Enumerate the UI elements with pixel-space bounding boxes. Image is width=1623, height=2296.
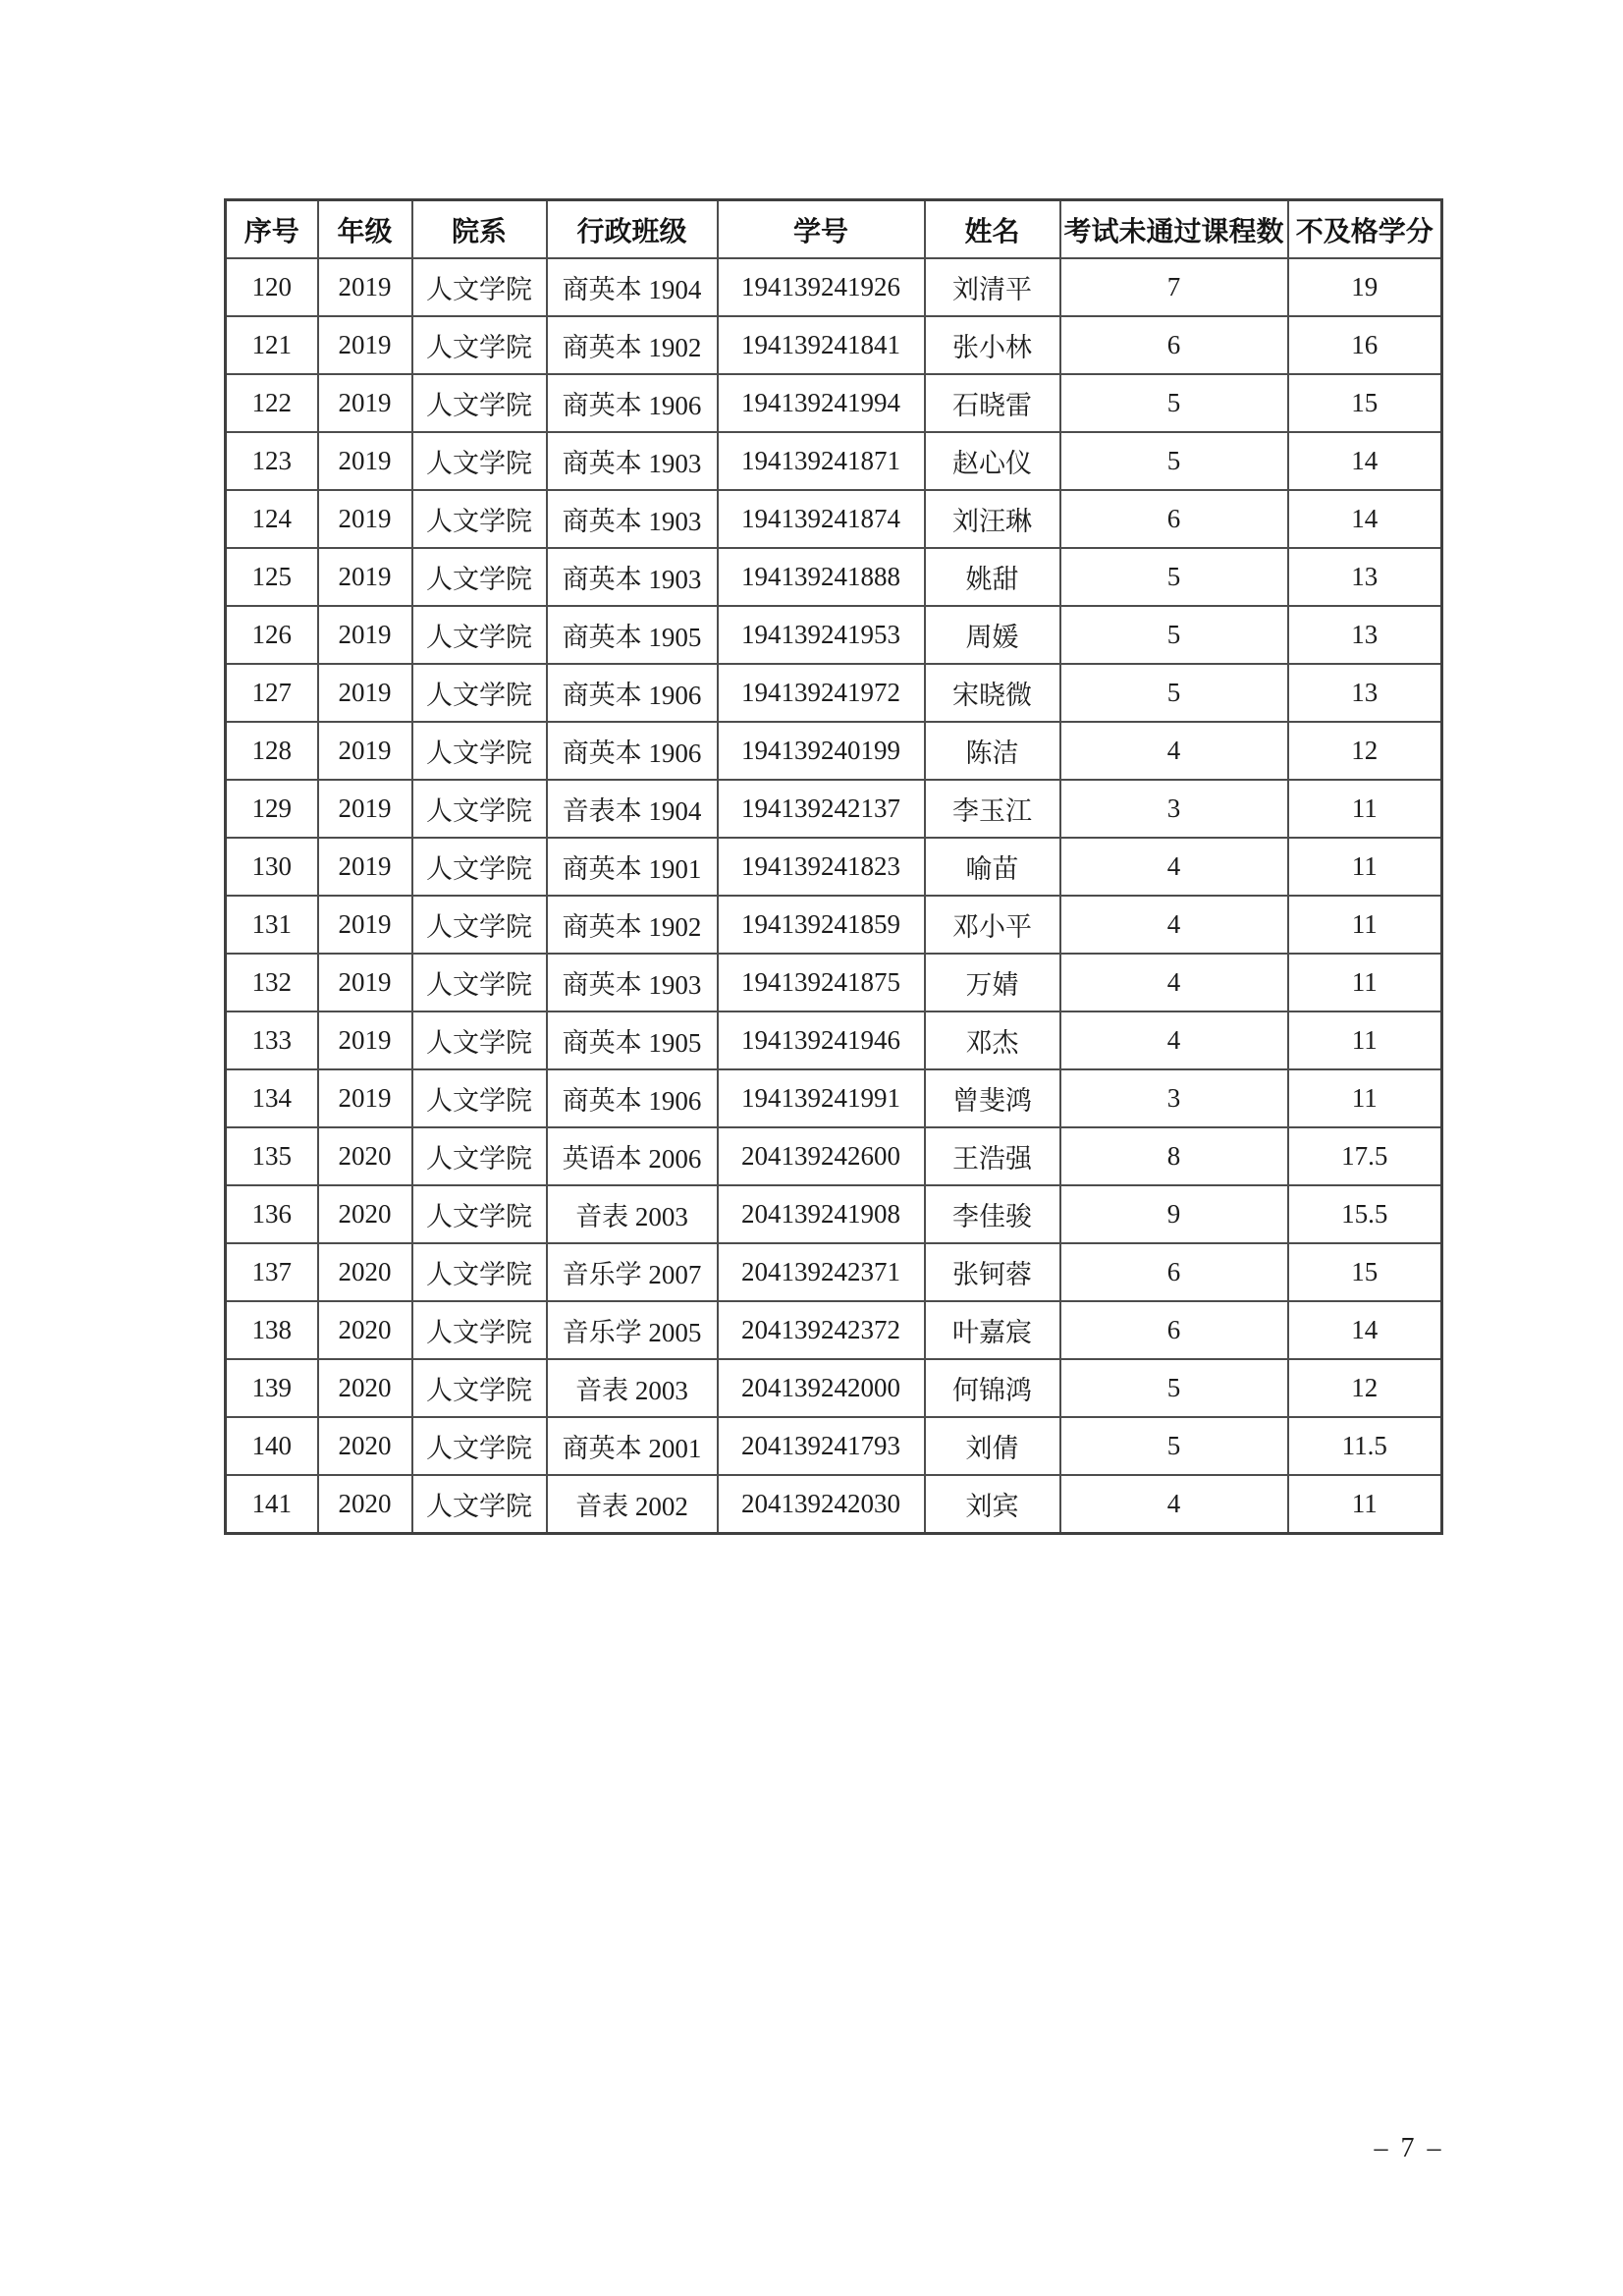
table-cell: 2019 [318,548,412,606]
table-cell: 人文学院 [412,432,547,490]
table-cell: 人文学院 [412,1185,547,1243]
page-number: – 7 – [1374,2133,1444,2163]
table-cell: 邓小平 [925,896,1060,954]
table-cell: 人文学院 [412,1069,547,1127]
table-cell: 15.5 [1288,1185,1442,1243]
table-cell: 商英本 1905 [547,606,718,664]
table-cell: 人文学院 [412,316,547,374]
table-cell: 5 [1060,374,1288,432]
table-cell: 音表 2003 [547,1359,718,1417]
table-cell: 204139241908 [718,1185,925,1243]
table-cell: 4 [1060,896,1288,954]
table-cell: 陈洁 [925,722,1060,780]
table-cell: 2020 [318,1243,412,1301]
table-cell: 6 [1060,1243,1288,1301]
table-cell: 6 [1060,490,1288,548]
table-cell: 137 [226,1243,318,1301]
table-cell: 14 [1288,432,1442,490]
table-cell: 刘倩 [925,1417,1060,1475]
table-cell: 194139241991 [718,1069,925,1127]
table-row [226,838,1442,896]
table-cell: 商英本 1903 [547,548,718,606]
table-cell: 刘清平 [925,258,1060,316]
table-cell: 张钶蓉 [925,1243,1060,1301]
table-cell: 2019 [318,664,412,722]
table-cell: 2020 [318,1301,412,1359]
table-cell: 3 [1060,780,1288,838]
table-row [226,490,1442,548]
table-cell: 喻苗 [925,838,1060,896]
table-cell: 曾斐鸿 [925,1069,1060,1127]
table-cell: 124 [226,490,318,548]
table-cell: 5 [1060,664,1288,722]
table-row [226,258,1442,316]
table-cell: 133 [226,1011,318,1069]
table-row [226,1301,1442,1359]
table-cell: 120 [226,258,318,316]
table-cell: 129 [226,780,318,838]
table-row [226,1011,1442,1069]
table-cell: 人文学院 [412,896,547,954]
table-cell: 人文学院 [412,1301,547,1359]
table-cell: 194139241972 [718,664,925,722]
table-cell: 2020 [318,1359,412,1417]
table-cell: 李佳骏 [925,1185,1060,1243]
table-cell: 2019 [318,838,412,896]
table-cell: 15 [1288,374,1442,432]
table-cell: 204139241793 [718,1417,925,1475]
table-cell: 11 [1288,1069,1442,1127]
column-header: 行政班级 [547,200,718,259]
table-cell: 194139241888 [718,548,925,606]
table-cell: 141 [226,1475,318,1534]
table-cell: 商英本 2001 [547,1417,718,1475]
table-cell: 204139242030 [718,1475,925,1534]
table-cell: 13 [1288,548,1442,606]
table-cell: 人文学院 [412,780,547,838]
table-cell: 英语本 2006 [547,1127,718,1185]
table-cell: 17.5 [1288,1127,1442,1185]
table-cell: 何锦鸿 [925,1359,1060,1417]
table-cell: 121 [226,316,318,374]
table-cell: 人文学院 [412,1127,547,1185]
table-cell: 4 [1060,838,1288,896]
table-cell: 132 [226,954,318,1011]
table-cell: 商英本 1906 [547,722,718,780]
table-row [226,1243,1442,1301]
table-cell: 叶嘉宸 [925,1301,1060,1359]
table-row [226,1127,1442,1185]
table-cell: 11 [1288,896,1442,954]
table-cell: 194139241859 [718,896,925,954]
table-cell: 人文学院 [412,954,547,1011]
table-cell: 204139242600 [718,1127,925,1185]
table-cell: 2019 [318,490,412,548]
table-cell: 商英本 1906 [547,1069,718,1127]
table-row [226,432,1442,490]
column-header: 院系 [412,200,547,259]
table-cell: 194139241823 [718,838,925,896]
table-cell: 人文学院 [412,838,547,896]
column-header: 不及格学分 [1288,200,1442,259]
table-cell: 刘汪琳 [925,490,1060,548]
table-cell: 赵心仪 [925,432,1060,490]
table-cell: 136 [226,1185,318,1243]
table-cell: 人文学院 [412,258,547,316]
table-cell: 邓杰 [925,1011,1060,1069]
table-cell: 4 [1060,1475,1288,1534]
table-cell: 姚甜 [925,548,1060,606]
table-cell: 5 [1060,606,1288,664]
table-cell: 人文学院 [412,1475,547,1534]
table-cell: 194139241875 [718,954,925,1011]
table-cell: 194139242137 [718,780,925,838]
table-cell: 204139242371 [718,1243,925,1301]
table-cell: 音表 2002 [547,1475,718,1534]
table-cell: 2019 [318,432,412,490]
table-cell: 2020 [318,1127,412,1185]
table-cell: 194139241926 [718,258,925,316]
table-body [226,258,1442,1534]
table-cell: 5 [1060,548,1288,606]
table-cell: 2019 [318,1011,412,1069]
table-row [226,548,1442,606]
table-cell: 6 [1060,316,1288,374]
table-cell: 3 [1060,1069,1288,1127]
table-cell: 14 [1288,490,1442,548]
table-cell: 5 [1060,1359,1288,1417]
table-cell: 11 [1288,954,1442,1011]
table-cell: 音乐学 2007 [547,1243,718,1301]
failed-courses-table [224,198,1443,1535]
table-cell: 13 [1288,606,1442,664]
table-cell: 4 [1060,1011,1288,1069]
table-cell: 商英本 1902 [547,896,718,954]
table-cell: 商英本 1906 [547,664,718,722]
table-row [226,780,1442,838]
table-cell: 刘宾 [925,1475,1060,1534]
table-cell: 2019 [318,316,412,374]
table-cell: 人文学院 [412,490,547,548]
table-cell: 134 [226,1069,318,1127]
table-cell: 万婧 [925,954,1060,1011]
table-cell: 周媛 [925,606,1060,664]
table-row [226,1417,1442,1475]
table-cell: 138 [226,1301,318,1359]
table-cell: 11 [1288,780,1442,838]
table-cell: 人文学院 [412,548,547,606]
table-row [226,722,1442,780]
column-header: 序号 [226,200,318,259]
table-cell: 石晓雷 [925,374,1060,432]
table-cell: 人文学院 [412,722,547,780]
table-cell: 12 [1288,722,1442,780]
table-cell: 2020 [318,1417,412,1475]
column-header: 学号 [718,200,925,259]
table-cell: 人文学院 [412,606,547,664]
table-cell: 204139242372 [718,1301,925,1359]
table-row [226,954,1442,1011]
table-cell: 商英本 1905 [547,1011,718,1069]
table-cell: 2019 [318,1069,412,1127]
table-cell: 商英本 1906 [547,374,718,432]
table-cell: 194139241994 [718,374,925,432]
table-cell: 135 [226,1127,318,1185]
table-cell: 139 [226,1359,318,1417]
table-cell: 11.5 [1288,1417,1442,1475]
table-cell: 2020 [318,1185,412,1243]
table-cell: 131 [226,896,318,954]
table-cell: 8 [1060,1127,1288,1185]
table-cell: 宋晓微 [925,664,1060,722]
table-cell: 人文学院 [412,664,547,722]
table-row [226,1359,1442,1417]
table-row [226,1185,1442,1243]
table-cell: 商英本 1903 [547,954,718,1011]
table-header-row [226,200,1442,259]
table-cell: 2019 [318,374,412,432]
table-row [226,374,1442,432]
table-cell: 9 [1060,1185,1288,1243]
table-cell: 123 [226,432,318,490]
table-cell: 194139240199 [718,722,925,780]
table-cell: 11 [1288,1475,1442,1534]
table-cell: 商英本 1904 [547,258,718,316]
table-cell: 张小林 [925,316,1060,374]
table-cell: 音表本 1904 [547,780,718,838]
table-cell: 13 [1288,664,1442,722]
table-cell: 2019 [318,954,412,1011]
table-row [226,664,1442,722]
table-cell: 2019 [318,896,412,954]
table-cell: 194139241841 [718,316,925,374]
table-cell: 王浩强 [925,1127,1060,1185]
table-cell: 16 [1288,316,1442,374]
table-cell: 2019 [318,722,412,780]
table-cell: 商英本 1902 [547,316,718,374]
table-cell: 2020 [318,1475,412,1534]
table-cell: 商英本 1901 [547,838,718,896]
table-cell: 127 [226,664,318,722]
table-cell: 4 [1060,722,1288,780]
table-cell: 商英本 1903 [547,432,718,490]
column-header: 考试未通过课程数 [1060,200,1288,259]
table-row [226,1069,1442,1127]
table-cell: 126 [226,606,318,664]
table-cell: 李玉江 [925,780,1060,838]
table-cell: 125 [226,548,318,606]
table-cell: 人文学院 [412,374,547,432]
column-header: 年级 [318,200,412,259]
table-cell: 194139241871 [718,432,925,490]
table-cell: 2019 [318,606,412,664]
table-row [226,896,1442,954]
table-cell: 7 [1060,258,1288,316]
table-cell: 14 [1288,1301,1442,1359]
table-cell: 6 [1060,1301,1288,1359]
table-cell: 商英本 1903 [547,490,718,548]
table-cell: 人文学院 [412,1359,547,1417]
table-row [226,316,1442,374]
table-row [226,606,1442,664]
table-cell: 音表 2003 [547,1185,718,1243]
table-cell: 11 [1288,1011,1442,1069]
table-cell: 19 [1288,258,1442,316]
table-cell: 人文学院 [412,1417,547,1475]
table-cell: 5 [1060,432,1288,490]
table-cell: 11 [1288,838,1442,896]
table-row [226,1475,1442,1534]
table-cell: 2019 [318,258,412,316]
table-cell: 人文学院 [412,1011,547,1069]
table-cell: 122 [226,374,318,432]
table-cell: 140 [226,1417,318,1475]
table-cell: 204139242000 [718,1359,925,1417]
table-cell: 人文学院 [412,1243,547,1301]
table-cell: 194139241953 [718,606,925,664]
table-cell: 130 [226,838,318,896]
table-cell: 音乐学 2005 [547,1301,718,1359]
table-cell: 2019 [318,780,412,838]
column-header: 姓名 [925,200,1060,259]
table-cell: 194139241874 [718,490,925,548]
table-cell: 194139241946 [718,1011,925,1069]
table-cell: 12 [1288,1359,1442,1417]
table-cell: 5 [1060,1417,1288,1475]
table-cell: 15 [1288,1243,1442,1301]
table-cell: 128 [226,722,318,780]
table-cell: 4 [1060,954,1288,1011]
